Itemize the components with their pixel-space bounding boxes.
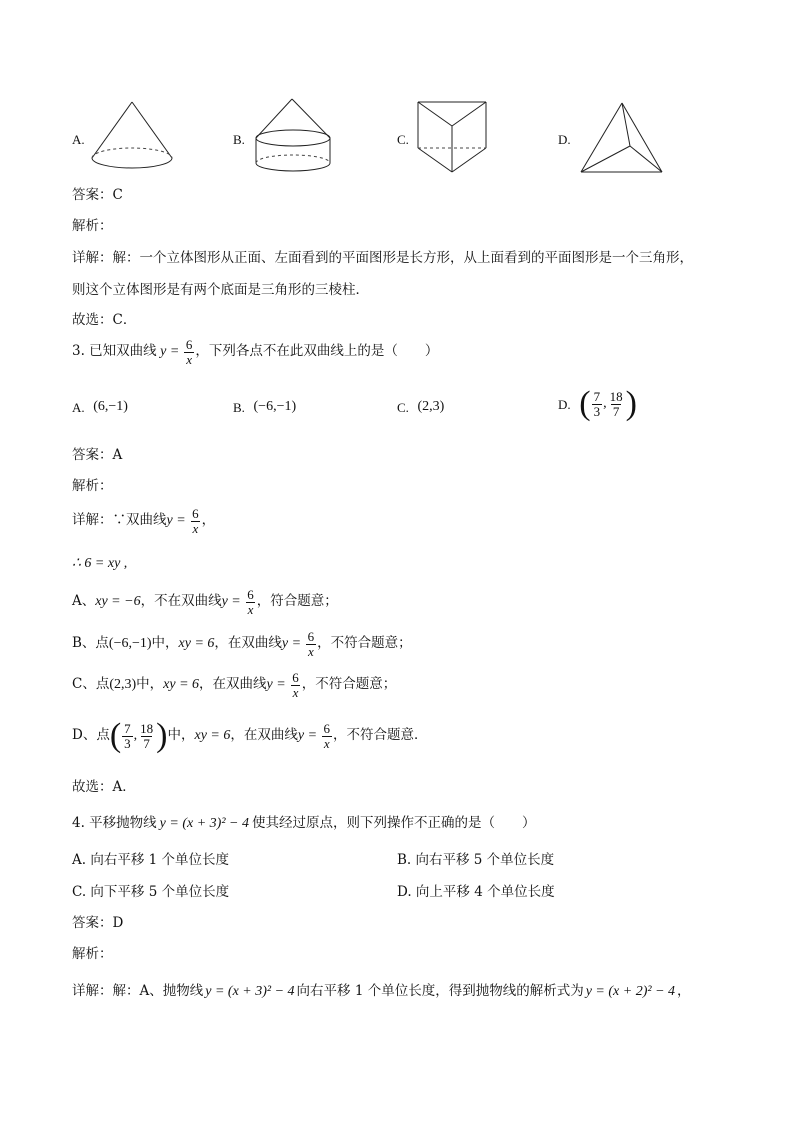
line-b-mid: 中， [151,635,179,652]
q3-analysis-label: 解析： [72,478,113,494]
fraction-denominator: 7 [143,735,150,751]
q2-option-d-label: D. [558,132,571,147]
line-c-point: (2,3) [109,677,137,693]
cone-on-cylinder-figure [250,96,340,178]
q3-stem-prefix: 3. 已知双曲线 [72,343,157,360]
q2-detail-line1: 详解：解：一个立体图形从正面、左面看到的平面图形是长方形，从上面看到的平面图形是一个三角形， [72,250,693,266]
fraction-denominator: x [247,601,254,617]
paren-close: ) [625,385,637,422]
q4-detail-formula1: y = (x + 3)² − 4 [205,984,295,999]
q3-option-a-value: (6,−1) [93,399,128,414]
q4-option-a: A. 向右平移 1 个单位长度 [72,852,230,868]
formula-y: y = [281,636,305,652]
q3-therefore-line: ∴ 6 = xy , [72,556,128,571]
line-b-end: ，不符合题意； [317,635,412,652]
fraction-denominator: 3 [593,403,601,419]
fraction-denominator: x [292,684,299,700]
q4-analysis-label: 解析： [72,946,113,962]
q3-line-c [72,671,396,699]
q2-option-c-label: C. [397,132,409,147]
q3-formula-y: y = [156,344,183,360]
q4-option-d: D. 向上平移 4 个单位长度 [397,884,555,900]
q3-option-d [558,387,637,421]
comma: , [133,728,138,743]
option-d-fraction-2 [608,390,625,418]
line-c-eq: xy = 6 [163,677,200,693]
q4-stem-suffix: 使其经过原点，则下列操作不正确的是（ ） [251,815,536,832]
q4-stem-prefix: 4. 平移抛物线 [72,815,157,832]
fraction-numerator: 6 [192,506,199,521]
fraction-numerator: 6 [307,629,315,644]
q4-detail-formula2: y = (x + 2)² − 4 [585,984,676,999]
fraction-denominator: 3 [124,735,131,751]
q3-line-b [72,630,412,658]
line-d-fraction-3 [322,722,333,750]
q3-option-b [233,400,296,414]
line-c-fraction [290,671,301,699]
fraction-numerator: 6 [323,720,331,736]
cone-figure [88,96,178,178]
line-d-end: ，不符合题意． [333,727,428,744]
pyramid-figure [578,100,668,178]
q3-option-b-value: (−6,−1) [253,399,297,414]
comma: , [603,396,607,411]
q2-option-b-label: B. [233,132,245,147]
q3-choose: 故选：A． [72,779,136,795]
fraction-numerator: 7 [124,720,131,736]
fraction-denominator: x [307,643,314,659]
q4-option-b: B. 向右平移 5 个单位长度 [397,852,555,868]
line-d-mid: 中， [167,727,195,744]
q3-stem-suffix: ，下列各点不在此双曲线上的是（ ） [195,343,439,360]
q3-stem-fraction [184,338,195,366]
formula-y: y = [166,513,190,529]
line-b-eq: xy = 6 [178,636,215,652]
line-c-prefix: C、点 [72,676,110,693]
line-a-eq: xy = −6 [95,594,141,610]
line-a-prefix: A、 [72,593,96,610]
fraction-numerator: 7 [593,388,601,404]
q3-detail-prefix: 详解：∵双曲线 [72,512,167,529]
comma: ， [201,512,216,529]
line-b-prefix: B、点 [72,635,109,652]
q4-answer: 答案：D [72,915,124,931]
q4-detail-line [72,985,691,999]
line-d-eq: xy = 6 [194,728,231,743]
fraction-numerator: 6 [292,670,299,685]
formula-y: y = [221,594,245,610]
line-c-end: ，不符合题意； [301,676,397,693]
q3-line-a [72,588,338,616]
fraction-numerator: 18 [609,388,623,404]
line-b-fraction [306,630,317,658]
q4-formula: y = (x + 3)² − 4 [159,816,249,831]
q2-analysis-label: 解析： [72,218,113,234]
line-c-mid: 中， [136,676,164,693]
q3-option-b-label: B. [233,399,245,415]
line-a-end: ，符合题意； [256,593,338,610]
q4-option-c: C. 向下平移 5 个单位长度 [72,884,230,900]
q4-stem [72,817,535,831]
fraction-numerator: 18 [140,720,154,736]
paren-open: ( [579,385,591,422]
q4-detail-end: ， [677,983,691,1000]
q3-option-c-label: C. [397,399,409,415]
line-c-text: ，在双曲线 [199,676,267,693]
q3-detail-line [72,507,215,535]
q3-option-c [397,400,444,414]
line-d-prefix: D、点 [72,727,110,744]
q3-stem [72,338,438,366]
paren-open: ( [109,717,122,754]
q3-option-a-label: A. [72,399,85,415]
q2-detail-line2: 则这个立体图形是有两个底面是三角形的三棱柱． [72,282,369,298]
formula-y: y = [297,728,321,743]
line-a-fraction [245,588,256,616]
fraction-denominator: x [186,351,192,367]
paren-close: ) [156,717,168,754]
q3-detail-fraction [190,507,201,535]
q3-line-d [72,719,428,753]
fraction-denominator: 7 [612,403,620,419]
q2-answer: 答案：C [72,187,123,203]
q2-option-a-label: A. [72,132,85,147]
q2-choose: 故选：C． [72,312,137,328]
q4-detail-prefix: 详解：解：A、抛物线 [72,983,204,1000]
q3-option-a [72,400,128,414]
q4-detail-mid: 向右平移 1 个单位长度，得到抛物线的解析式为 [296,983,584,1000]
q3-answer: 答案：A [72,447,123,463]
line-d-fraction-2 [138,722,155,750]
formula-y: y = [266,677,290,693]
fraction-denominator: x [323,735,330,751]
line-b-text: ，在双曲线 [214,635,282,652]
fraction-numerator: 6 [247,587,254,602]
triangular-prism-figure [412,98,492,178]
q3-option-d-label: D. [558,396,571,412]
line-b-point: (−6,−1) [108,636,152,652]
fraction-numerator: 6 [185,337,193,352]
line-d-fraction-1 [122,722,133,750]
q3-option-c-value: (2,3) [417,399,445,414]
line-a-text: ，不在双曲线 [140,593,222,610]
line-d-text: ，在双曲线 [230,727,298,744]
fraction-denominator: x [192,520,199,536]
option-d-fraction-1 [592,390,603,418]
